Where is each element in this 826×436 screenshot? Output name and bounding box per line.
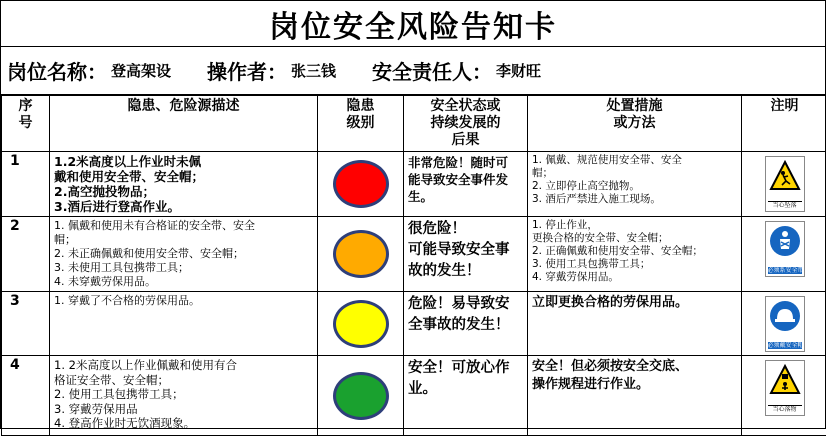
hazard-line: 3.酒后进行登高作业。 [54,199,313,214]
state-line: 全事故的发生！ [408,315,523,336]
table-row [2,152,826,217]
header-measure-line: 或方法 [532,115,737,132]
header-level [318,96,404,152]
hazard-line: 1. 穿戴了不合格的劳保用品。 [54,294,313,308]
state-line: 可能导致安全事 [408,240,523,261]
header-hazard: 隐患、危险源描述 [50,96,318,152]
note-cell [742,292,826,356]
note-cell [742,356,826,436]
hazard-line: 2.高空抛投物品； [54,184,313,199]
risk-level [318,217,404,292]
header-note: 注明 [742,96,826,152]
safety-sign-caption: 必须戴安全帽 [768,342,802,349]
falling-person-icon [769,160,801,192]
risk-table [1,95,826,436]
state-line: 故的发生！ [408,261,523,282]
risk-level-light [333,160,389,208]
post-name-label: 岗位名称： [7,56,107,85]
row-number: 2 [2,217,50,292]
header-state-line: 安全状态或 [408,98,523,115]
table-row [2,217,826,292]
measure-line: 3. 使用工具包携带工具； [532,258,737,271]
measure-line: 安全！但必须按安全交底、 [532,358,737,376]
safety-state [404,217,528,292]
safety-state [404,152,528,217]
measure-line: 更换合格的安全带、安全帽； [532,232,737,245]
header-state [404,96,528,152]
state-line: 很危险！ [408,219,523,240]
responsible-label: 安全责任人： [372,56,492,85]
measure-line: 帽； [532,167,737,180]
hazard-line: 帽； [54,233,313,247]
note-cell [742,152,826,217]
hazard-line: 3. 未使用工具包携带工具； [54,261,313,275]
operator-label: 操作者： [207,56,287,85]
state-line: 业。 [408,379,523,400]
header-measure-line: 处置措施 [532,98,737,115]
safety-state [404,356,528,436]
hazard-line: 4. 未穿戴劳保用品。 [54,275,313,289]
responsible-value: 李财旺 [496,60,541,81]
safety-sign [765,156,805,212]
safety-state [404,292,528,356]
measure-line: 操作规程进行作业。 [532,376,737,394]
safety-sign-caption: 当心落物 [768,405,802,413]
row-number: 4 [2,356,50,436]
header-level-line: 级别 [322,115,399,132]
hazard-line: 4. 登高作业时无饮酒现象。 [54,416,313,431]
handling-measure [528,356,742,436]
row-number: 3 [2,292,50,356]
hazard-line: 2. 未正确佩戴和使用安全带、安全帽； [54,247,313,261]
measure-line: 1. 佩戴、规范使用安全带、安全 [532,154,737,167]
measure-line: 立即更换合格的劳保用品。 [532,294,737,312]
hazard-line: 1. 2米高度以上作业佩戴和使用有合 [54,358,313,373]
risk-level [318,292,404,356]
handling-measure [528,152,742,217]
note-cell [742,217,826,292]
hazard-line: 2. 使用工具包携带工具； [54,387,313,402]
hazard-description [50,217,318,292]
risk-level [318,152,404,217]
handling-measure [528,217,742,292]
post-name-value: 登高架设 [111,60,171,81]
table-header-row [2,96,826,152]
safety-sign-caption: 必须系安全带 [768,267,802,274]
hazard-description [50,292,318,356]
hazard-description [50,152,318,217]
hazard-line: 3. 穿戴劳保用品 [54,402,313,417]
risk-level [318,356,404,436]
hazard-line: 1. 佩戴和使用未有合格证的安全带、安全 [54,219,313,233]
measure-line: 1. 停止作业， [532,219,737,232]
safety-helmet-icon [769,300,801,332]
risk-level-light [333,372,389,420]
safety-belt-icon [769,225,801,257]
safety-sign [765,296,805,352]
header-no-line: 序 [6,98,45,115]
table-row [2,292,826,356]
falling-object-icon [769,364,801,396]
state-line: 安全！可放心作 [408,358,523,379]
safety-sign-caption: 当心坠落 [768,201,802,209]
hazard-description [50,356,318,436]
operator-value: 张三钱 [291,60,336,81]
state-line: 危险！易导致安 [408,294,523,315]
hazard-line: 戴和使用安全带、安全帽； [54,169,313,184]
state-line: 非常危险！随时可 [408,154,523,171]
safety-sign [765,360,805,416]
header-level-line: 隐患 [322,98,399,115]
state-line: 能导致安全事件发 [408,171,523,188]
header-no [2,96,50,152]
card-title: 岗位安全风险告知卡 [1,1,825,47]
header-no-line: 号 [6,115,45,132]
post-info-bar [1,47,825,95]
row-number: 1 [2,152,50,217]
header-state-line: 后果 [408,132,523,149]
header-state-line: 持续发展的 [408,115,523,132]
state-line: 生。 [408,188,523,205]
safety-sign [765,221,805,277]
risk-level-light [333,300,389,348]
hazard-line: 格证安全带、安全帽； [54,373,313,388]
handling-measure [528,292,742,356]
header-measure [528,96,742,152]
table-row [2,356,826,436]
measure-line: 4. 穿戴劳保用品。 [532,271,737,284]
hazard-line: 1.2米高度以上作业时未佩 [54,154,313,169]
risk-level-light [333,230,389,278]
measure-line: 2. 正确佩戴和使用安全带、安全帽； [532,245,737,258]
measure-line: 3. 酒后严禁进入施工现场。 [532,193,737,206]
measure-line: 2. 立即停止高空抛物。 [532,180,737,193]
